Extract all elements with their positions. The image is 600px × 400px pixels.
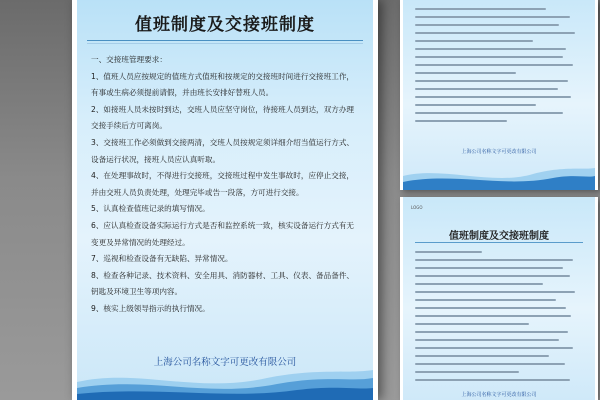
thumbnail-board-top bbox=[400, 0, 598, 190]
wave-decoration bbox=[77, 360, 373, 400]
thumbnail-wave-decoration bbox=[403, 160, 595, 190]
rule-item: 5、认真检查值班记录的填写情况。 bbox=[91, 204, 210, 214]
thumbnail-board-bottom bbox=[400, 197, 598, 400]
rule-item: 9、核实上级领导指示的执行情况。 bbox=[91, 303, 210, 313]
thumbnail-panel bbox=[403, 197, 595, 400]
rule-item: 3、交接班工作必须做到交接两清，交班人员按规定须详细介绍当值运行方式、设备运行状况，接班人员应认真听取。 bbox=[91, 137, 355, 164]
rule-item: 6、应认真检查设备实际运行方式是否和监控系统一致，核实设备运行方式有无变更及异常情况的处理经过。 bbox=[91, 220, 355, 247]
title-divider bbox=[87, 40, 363, 41]
rule-item: 8、检查各种记录、技术资料、安全用具、消防器材、工具、仪表、备品备件、钥匙及环境卫生等项内容。 bbox=[91, 270, 355, 297]
rules-content bbox=[91, 52, 361, 318]
title-divider-secondary bbox=[87, 43, 363, 44]
main-poster-title: 值班制度及交接班制度 bbox=[135, 15, 315, 35]
company-name: 上海公司名称文字可更改有限公司 bbox=[153, 357, 297, 368]
section-heading: 一、交接班管理要求： bbox=[91, 55, 167, 64]
thumbnail-title: 值班制度及交接班制度 bbox=[449, 231, 549, 242]
rule-item: 2、如接班人员未按时到达，交班人员应坚守岗位，待接班人员到达，双方办理交接手续后方可离岗。 bbox=[91, 104, 355, 131]
rule-item: 4、在处理事故时，不得进行交接班，交接班过程中发生事故时，应停止交接，并由交班人员负责处理，处理完毕或告一段落，方可进行交接。 bbox=[91, 171, 355, 197]
main-poster-board bbox=[72, 0, 378, 400]
main-poster-panel bbox=[77, 0, 373, 400]
thumbnail-company-name: 上海公司名称文字可更改有限公司 bbox=[461, 149, 537, 155]
logo-placeholder: LOGO bbox=[411, 205, 423, 210]
thumbnail-panel bbox=[403, 0, 595, 190]
thumbnail-text-block bbox=[415, 251, 583, 387]
rule-item: 7、巡视和检查设备有无缺陷、异常情况。 bbox=[91, 254, 233, 264]
thumbnail-company-name: 上海公司名称文字可更改有限公司 bbox=[461, 392, 537, 398]
thumbnail-text-block bbox=[415, 8, 583, 128]
thumbnail-title-divider bbox=[415, 242, 583, 243]
rule-item: 1、值班人员应按规定的值班方式值班和按规定的交接班时间进行交接班工作，有事或生病必须提前请假，并由班长安排好替班人员。 bbox=[91, 71, 355, 98]
